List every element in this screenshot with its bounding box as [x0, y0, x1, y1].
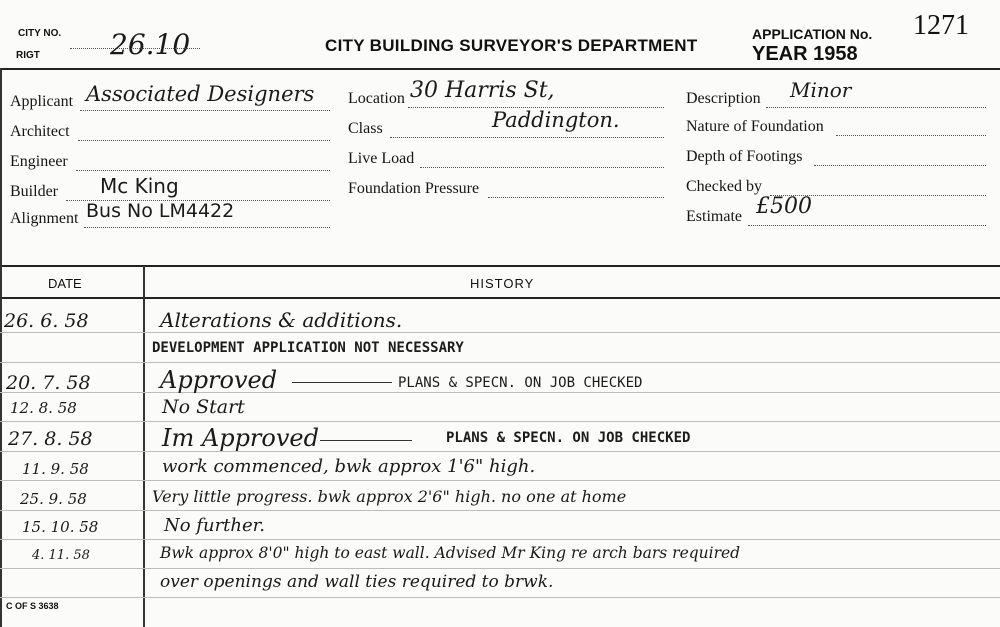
class-label: Class — [348, 120, 383, 137]
class-value: Paddington. — [492, 108, 620, 132]
file-no-underline — [70, 48, 200, 49]
history-note: No Start — [162, 396, 245, 418]
live-load-label: Live Load — [348, 150, 415, 167]
depth-of-footings-line — [814, 165, 986, 166]
estimate-line — [748, 225, 986, 226]
live-load-line — [420, 167, 664, 168]
file-no-value: 26.10 — [110, 28, 191, 61]
depth-of-footings-label: Depth of Footings — [686, 148, 803, 165]
builder-value: Mc King — [100, 174, 179, 198]
history-date: 11. 9. 58 — [22, 460, 89, 478]
history-date: 25. 9. 58 — [20, 490, 87, 508]
description-label: Description — [686, 90, 761, 107]
history-date: 4. 11. 58 — [32, 548, 90, 563]
engineer-label: Engineer — [10, 153, 68, 170]
applicant-value: Associated Designers — [86, 82, 315, 106]
history-date: 20. 7. 58 — [6, 372, 91, 394]
history-rule — [0, 539, 1000, 540]
left-edge — [0, 68, 2, 627]
approval-flourish — [320, 440, 412, 441]
nature-of-foundation-label: Nature of Foundation — [686, 118, 824, 135]
approval-flourish — [292, 382, 392, 383]
history-note: Bwk approx 8'0" high to east wall. Advised Mr King re arch bars required — [160, 544, 741, 562]
class-line — [390, 137, 664, 138]
history-rule — [0, 568, 1000, 569]
history-note: Im Approved — [162, 424, 319, 452]
header-divider — [0, 265, 1000, 267]
history-rule — [0, 597, 1000, 598]
history-note: work commenced, bwk approx 1'6" high. — [162, 456, 536, 477]
history-rule — [0, 451, 1000, 452]
engineer-line — [76, 170, 330, 171]
history-date: 15. 10. 58 — [22, 518, 99, 536]
history-stamp: PLANS & SPECN. ON JOB CHECKED — [398, 375, 643, 391]
estimate-value: £500 — [756, 194, 812, 219]
checked-by-label: Checked by — [686, 178, 762, 195]
builder-label: Builder — [10, 183, 58, 200]
history-date: 12. 8. 58 — [10, 399, 77, 417]
history-stamp: PLANS & SPECN. ON JOB CHECKED — [446, 430, 691, 446]
applicant-label: Applicant — [10, 93, 74, 110]
architect-line — [78, 140, 330, 141]
history-note: Approved — [160, 366, 278, 394]
alignment-line — [84, 227, 330, 228]
architect-label: Architect — [10, 123, 70, 140]
history-column-header: HISTORY — [470, 276, 535, 291]
history-rule — [0, 392, 1000, 393]
file-no-label: CITY NO. — [18, 28, 62, 39]
applicant-line — [80, 110, 330, 111]
location-value: 30 Harris St, — [410, 78, 555, 103]
history-date: 27. 8. 58 — [8, 428, 93, 450]
history-rule — [0, 332, 1000, 333]
location-label: Location — [348, 90, 405, 107]
foundation-pressure-label: Foundation Pressure — [348, 180, 480, 197]
history-rule — [0, 480, 1000, 481]
application-number: 1271 — [913, 10, 969, 41]
date-column-header: DATE — [48, 276, 82, 291]
description-line — [766, 107, 986, 108]
nature-of-foundation-line — [836, 135, 986, 136]
year-label: YEAR 1958 — [752, 43, 858, 65]
history-rule — [0, 362, 1000, 363]
description-value: Minor — [790, 78, 852, 102]
estimate-label: Estimate — [686, 208, 742, 225]
history-note: Very little progress. bwk approx 2'6" high. no one at home — [152, 487, 627, 506]
alignment-value: Bus No LM4422 — [86, 200, 235, 222]
district-label: RIGT — [16, 50, 40, 61]
department-title: CITY BUILDING SURVEYOR'S DEPARTMENT — [325, 36, 698, 55]
history-rule — [0, 421, 1000, 422]
top-border — [0, 68, 1000, 70]
foundation-pressure-line — [488, 197, 664, 198]
alignment-label: Alignment — [10, 210, 79, 227]
application-label: APPLICATION No. — [752, 26, 873, 42]
form-code: C OF S 3638 — [6, 601, 59, 611]
history-note: Alterations & additions. — [160, 308, 403, 332]
history-note: over openings and wall ties required to brwk. — [160, 572, 554, 592]
history-header-divider — [0, 297, 1000, 299]
history-note: No further. — [164, 515, 265, 536]
history-date: 26. 6. 58 — [4, 310, 89, 332]
history-rule — [0, 510, 1000, 511]
date-column-divider — [143, 266, 145, 627]
history-stamp: DEVELOPMENT APPLICATION NOT NECESSARY — [152, 340, 464, 356]
